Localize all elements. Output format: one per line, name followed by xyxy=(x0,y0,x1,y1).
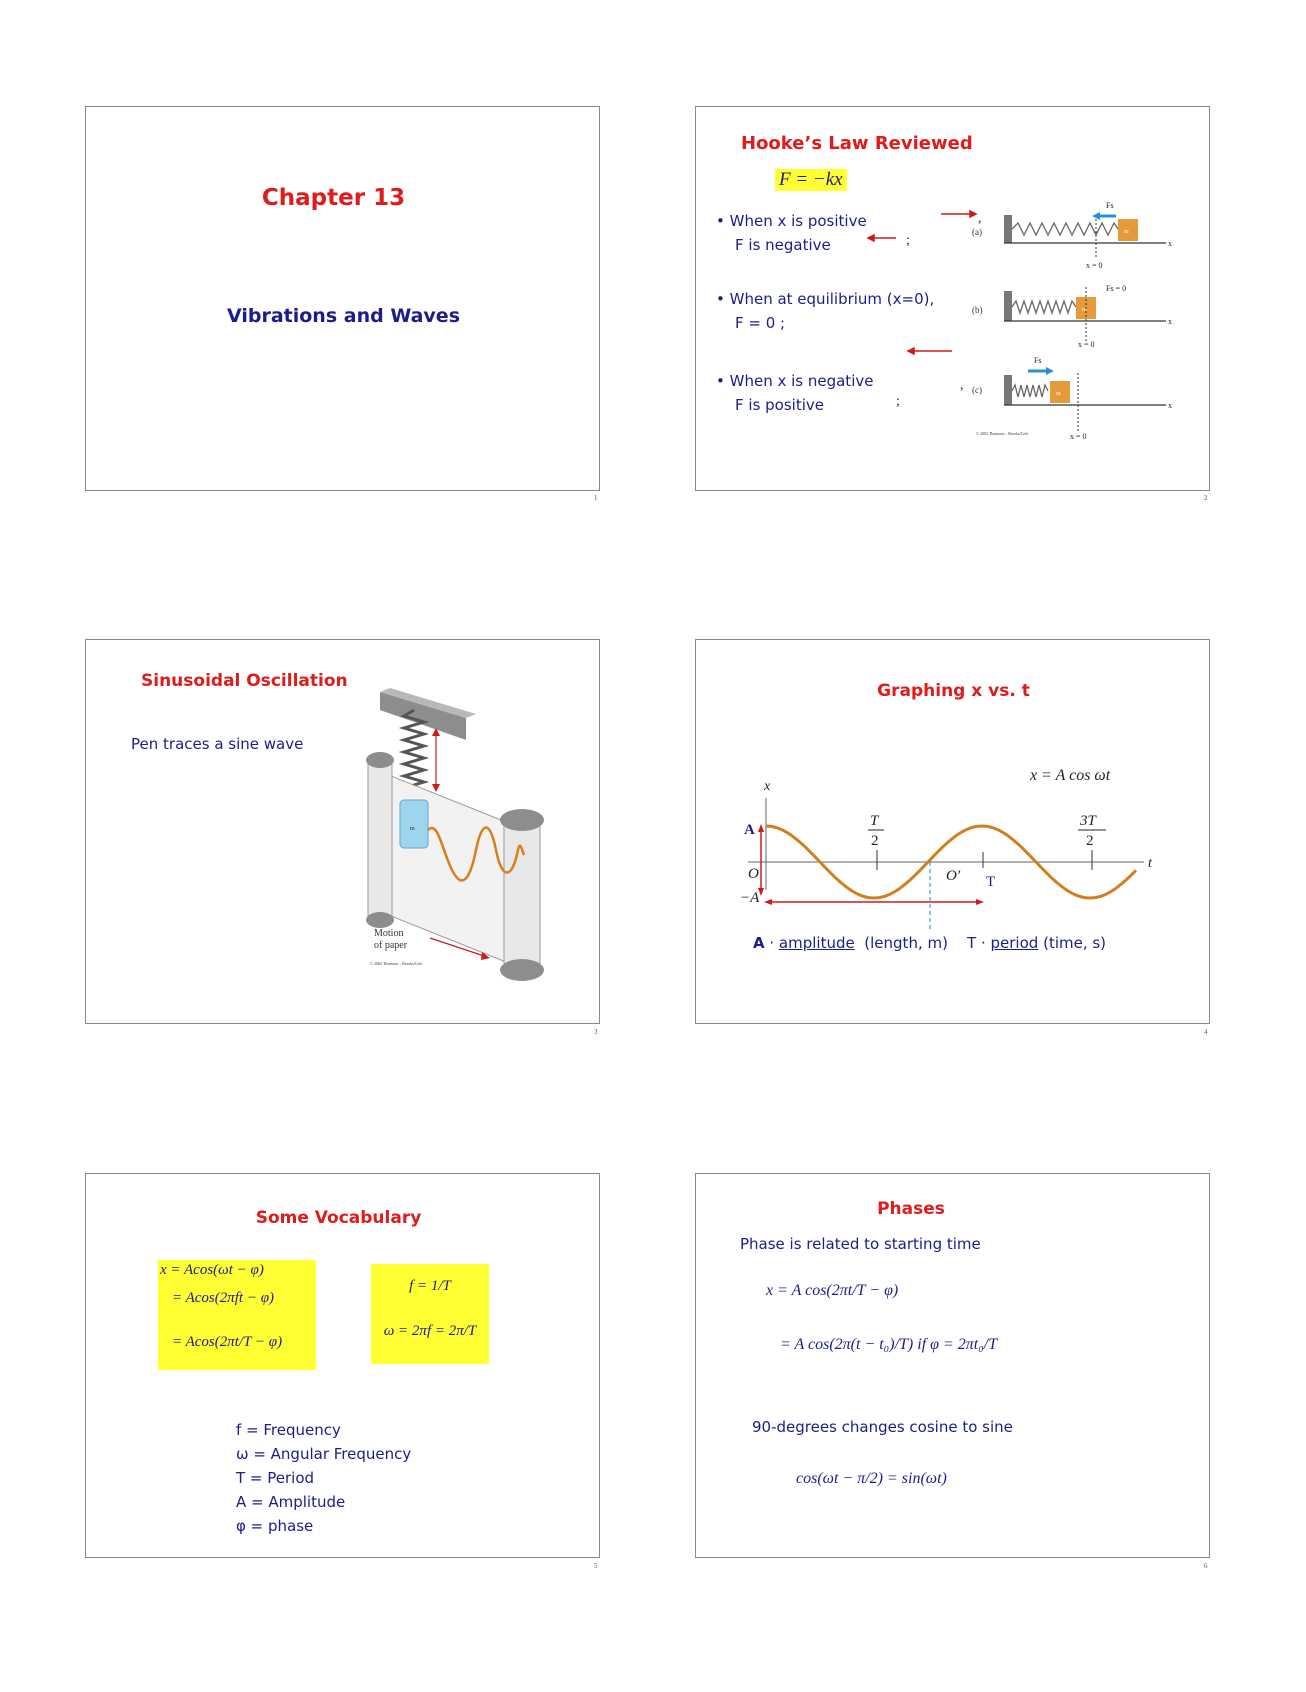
slide-3-text: Pen traces a sine wave xyxy=(131,735,304,753)
bullet-2: • When at equilibrium (x=0), F = 0 ; xyxy=(716,290,935,332)
slide-6-title: Phases xyxy=(877,1199,945,1219)
label-c: (c) xyxy=(972,385,982,395)
svg-text:Fs: Fs xyxy=(1106,201,1114,210)
slide-2-title: Hooke’s Law Reviewed xyxy=(741,133,973,154)
svg-text:2: 2 xyxy=(871,833,879,849)
slide-5-title: Some Vocabulary xyxy=(255,1208,422,1228)
svg-text:,: , xyxy=(978,211,982,226)
page-number-2: 2 xyxy=(1204,494,1208,502)
bullet-dot: • xyxy=(716,290,730,308)
svg-text:Fs: Fs xyxy=(1034,356,1042,365)
slide-4-title: Graphing x vs. t xyxy=(877,681,1030,701)
equation-box-2: f = 1/T ω = 2πf = 2π/T xyxy=(371,1264,489,1364)
page-number-1: 1 xyxy=(594,494,598,502)
graph-caption: A · amplitude (length, m) T · period (time, s) xyxy=(753,934,1107,952)
svg-text:m: m xyxy=(1056,391,1061,397)
svg-text:x: x xyxy=(1168,317,1172,326)
slide-4 xyxy=(695,639,1210,1024)
svg-text:m: m xyxy=(1082,307,1087,313)
equation-box-1: x = Acos(ωt − φ) = Acos(2πft − φ) = Acos(2πt/T − φ) xyxy=(158,1260,316,1370)
bullet-dot: • xyxy=(716,372,730,390)
bullet-1: • When x is positive F is negative xyxy=(716,212,867,254)
label-b: (b) xyxy=(972,305,983,315)
phase-equation-2: = A cos(2π(t − t₀)/T) if φ = 2πt₀/T xyxy=(780,1336,998,1353)
svg-text:Fs = 0: Fs = 0 xyxy=(1106,284,1127,293)
label-a: (a) xyxy=(972,227,982,237)
phase-equation-3: cos(ωt − π/2) = sin(ωt) xyxy=(796,1470,947,1487)
svg-text:x: x xyxy=(764,779,771,794)
slide-2 xyxy=(695,106,1210,491)
page-number-4: 4 xyxy=(1204,1028,1208,1036)
bullet-dot: • xyxy=(716,212,730,230)
slide-6-text-1: Phase is related to starting time xyxy=(740,1235,981,1253)
svg-text:2: 2 xyxy=(1086,833,1094,849)
amplitude-label: A xyxy=(744,822,755,838)
svg-text:;: ; xyxy=(896,394,900,409)
page-number-3: 3 xyxy=(594,1028,598,1036)
svg-text:x: x xyxy=(1168,401,1172,410)
slide-5 xyxy=(85,1173,600,1558)
svg-text:;: ; xyxy=(906,233,910,248)
svg-text:−A: −A xyxy=(740,890,760,906)
spring-figure xyxy=(966,183,1206,483)
phase-equation-1: x = A cos(2πt/T − φ) xyxy=(766,1282,899,1299)
page-number-6: 6 xyxy=(1204,1562,1208,1570)
bullet-3: • When x is negative F is positive xyxy=(716,372,874,414)
slide-3-title: Sinusoidal Oscillation xyxy=(141,671,348,691)
svg-text:3T: 3T xyxy=(1080,813,1096,829)
svg-text:x = 0: x = 0 xyxy=(1078,340,1095,349)
slide-1-subtitle: Vibrations and Waves xyxy=(226,305,461,327)
slide-6 xyxy=(695,1173,1210,1558)
svg-text:© 2002 Thomson – Brooks/Cole: © 2002 Thomson – Brooks/Cole xyxy=(370,961,423,966)
slide-3 xyxy=(85,639,600,1024)
slide-6-text-2: 90-degrees changes cosine to sine xyxy=(752,1418,1013,1436)
vocab-list: f = Frequency ω = Angular Frequency T = Period A = Amplitude φ = phase xyxy=(236,1421,412,1535)
svg-text:O′: O′ xyxy=(946,868,961,884)
svg-text:O: O xyxy=(748,866,759,882)
svg-text:x = 0: x = 0 xyxy=(1086,261,1103,270)
slide-1 xyxy=(85,106,600,491)
svg-text:Motion: Motion xyxy=(374,928,404,939)
hooke-formula: F = −kx xyxy=(775,169,847,191)
svg-text:,: , xyxy=(960,378,964,393)
svg-text:m: m xyxy=(410,826,415,832)
svg-text:© 2002 Thomson – Brooks/Cole: © 2002 Thomson – Brooks/Cole xyxy=(976,431,1029,436)
pen-oscillator-figure xyxy=(366,680,566,966)
svg-text:T: T xyxy=(986,874,996,890)
svg-text:t: t xyxy=(1148,856,1152,871)
svg-text:T: T xyxy=(870,813,879,829)
svg-text:x: x xyxy=(1168,239,1172,248)
page-number-5: 5 xyxy=(594,1562,598,1570)
svg-text:x = 0: x = 0 xyxy=(1070,432,1087,441)
svg-text:m: m xyxy=(1124,229,1129,235)
svg-text:of paper: of paper xyxy=(374,940,408,951)
cosine-graph xyxy=(696,640,1211,930)
svg-text:x = A cos ωt: x = A cos ωt xyxy=(1030,767,1111,784)
slide-1-title: Chapter 13 xyxy=(261,185,406,211)
